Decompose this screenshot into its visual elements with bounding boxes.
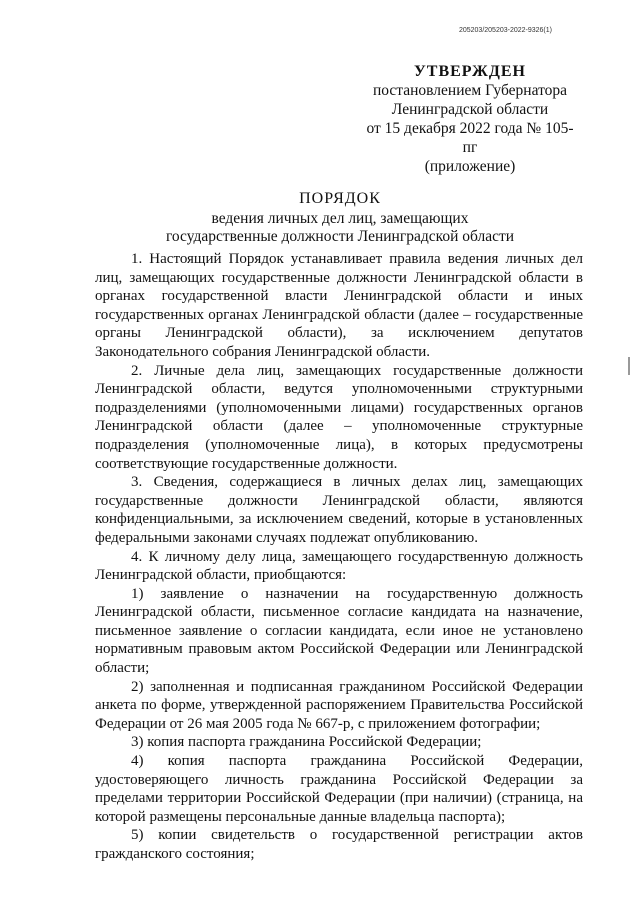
document-body xyxy=(95,250,583,864)
paragraph: 1) заявление о назначении на государственную должность Ленинградской области, письменное согласие кандидата на назначение, письменное заявление о согласии кандидата, если иное не установлено нормативным правовым актом Российской Федерации или Ленинградской области; xyxy=(95,585,583,677)
document-subtitle: государственные должности Ленинградской области xyxy=(165,228,515,245)
paragraph: 3) копия паспорта гражданина Российской Федерации; xyxy=(131,734,482,751)
paragraph: 1. Настоящий Порядок устанавливает правила ведения личных дел лиц, замещающих государственные должности Ленинградской области в органах государственной власти Ленинградской области и иных государственных органах Ленинградской области (далее – государственные органы Ленинградской области), за исключением депутатов Законодательного собрания Ленинградской области. xyxy=(95,251,583,360)
document-subtitle: ведения личных дел лиц, замещающих xyxy=(211,210,469,227)
paragraph: 3. Сведения, содержащиеся в личных делах лиц, замещающих государственные должности Ленинградской области, являются конфиденциальными, за исключением сведений, которые в установленных федеральными законами случаях подлежат опубликованию. xyxy=(95,474,583,546)
approval-title: УТВЕРЖДЕН xyxy=(414,63,526,80)
approval-line: постановлением Губернатора xyxy=(372,82,568,99)
document-title: ПОРЯДОК xyxy=(299,190,381,207)
approval-line: (приложение) xyxy=(424,158,516,175)
paragraph: 4. К личному делу лица, замещающего государственную должность Ленинградской области, приобщаются: xyxy=(95,548,583,584)
approval-line: Ленинградской области xyxy=(391,101,549,118)
approval-stamp xyxy=(360,62,580,176)
document-number: 205203/205203-2022-9326(1) xyxy=(458,27,552,34)
approval-line: от 15 декабря 2022 года № 105-пг xyxy=(366,120,574,156)
document-heading xyxy=(95,190,585,246)
paragraph: 2. Личные дела лиц, замещающих государственные должности Ленинградской области, ведутся уполномоченными структурными подразделениями (уполномоченными лицами) государственных органов Ленинградской области (далее – уполномоченные структурные подразделения (уполномоченные лица), в которых предусмотрены соответствующие государственные должности. xyxy=(95,362,583,472)
paragraph: 2) заполненная и подписанная гражданином Российской Федерации анкета по форме, утвержденной распоряжением Правительства Российской Федерации от 26 мая 2005 года № 667-р, с приложением фотографии; xyxy=(95,678,583,732)
paragraph: 4) копия паспорта гражданина Российской Федерации, удостоверяющего личность гражданина Российской Федерации за пределами территории Российской Федерации (при наличии) (страница, на которой размещены персональные данные владельца паспорта); xyxy=(95,753,583,825)
paragraph: 5) копии свидетельств о государственной регистрации актов гражданского состояния; xyxy=(95,827,583,862)
scan-edge-mark xyxy=(628,357,630,375)
